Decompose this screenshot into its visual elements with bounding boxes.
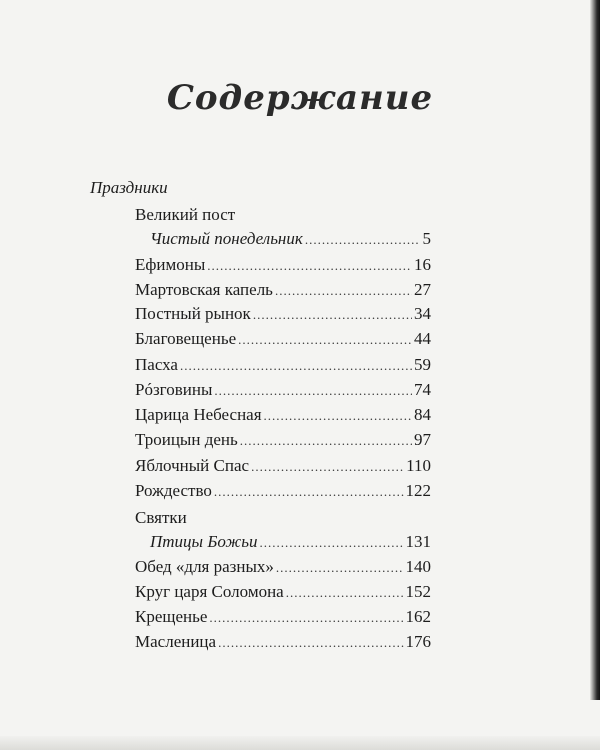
toc-entry[interactable] bbox=[135, 557, 431, 577]
group-heading-great-lent: Великий пост bbox=[135, 205, 236, 224]
toc-entry[interactable] bbox=[135, 329, 431, 349]
toc-entry-label: Обед «для разных» bbox=[135, 557, 274, 576]
toc-entry[interactable] bbox=[135, 430, 431, 450]
dot-leader bbox=[276, 560, 404, 576]
toc-entry[interactable] bbox=[135, 456, 431, 476]
dot-leader bbox=[209, 610, 403, 626]
toc-entry[interactable] bbox=[135, 304, 431, 324]
toc-entry-label: Благовещенье bbox=[135, 329, 237, 348]
toc-entry[interactable] bbox=[135, 582, 431, 602]
toc-entry-label: Яблочный Спас bbox=[135, 456, 250, 475]
toc-entry-label: Птицы Божьи bbox=[150, 532, 258, 551]
toc-entry[interactable] bbox=[135, 481, 431, 501]
dot-leader bbox=[214, 383, 412, 399]
toc-entry-page: 27 bbox=[414, 280, 431, 299]
dot-leader bbox=[259, 535, 403, 551]
toc-entry-label: Рождество bbox=[135, 481, 212, 500]
dot-leader bbox=[240, 433, 412, 449]
toc-entry-page: 162 bbox=[405, 607, 431, 626]
toc-entry[interactable] bbox=[135, 632, 431, 652]
dot-leader bbox=[218, 635, 403, 651]
toc-entry-page: 152 bbox=[405, 582, 431, 601]
dot-leader bbox=[251, 459, 404, 475]
toc-entry-page: 131 bbox=[405, 532, 431, 551]
dot-leader bbox=[275, 283, 412, 299]
toc-entry-label: Масленица bbox=[135, 632, 217, 651]
toc-entry-page: 110 bbox=[406, 456, 431, 475]
toc-entry-label: Пасха bbox=[135, 355, 178, 374]
toc-entry-label: Рóзговины bbox=[135, 380, 213, 399]
dot-leader bbox=[207, 258, 412, 274]
toc-entry-label: Мартовская капель bbox=[135, 280, 273, 299]
toc-entry-page: 5 bbox=[422, 229, 431, 248]
toc-entry-label: Круг царя Соломона bbox=[135, 582, 284, 601]
toc-entry[interactable] bbox=[135, 380, 431, 400]
toc-entry[interactable] bbox=[135, 405, 431, 425]
section-heading: Праздники bbox=[90, 178, 168, 197]
dot-leader bbox=[238, 332, 412, 348]
toc-entry-label: Царица Небесная bbox=[135, 405, 262, 424]
toc-entry-page: 34 bbox=[414, 304, 431, 323]
toc-entry[interactable] bbox=[150, 532, 431, 552]
dot-leader bbox=[253, 307, 412, 323]
group-heading-svyatki: Святки bbox=[135, 508, 187, 527]
toc-entry-page: 84 bbox=[414, 405, 431, 424]
toc-entry[interactable] bbox=[135, 355, 431, 375]
toc-entry-label: Троицын день bbox=[135, 430, 238, 449]
toc-entry-label: Ефимоны bbox=[135, 255, 206, 274]
dot-leader bbox=[214, 484, 404, 500]
toc-entry-page: 122 bbox=[405, 481, 431, 500]
toc-entry-page: 74 bbox=[414, 380, 431, 399]
toc-entry-label: Крещенье bbox=[135, 607, 208, 626]
toc-entry-page: 44 bbox=[414, 329, 431, 348]
dot-leader bbox=[286, 585, 404, 601]
toc-entry-label: Постный рынок bbox=[135, 304, 251, 323]
dot-leader bbox=[180, 358, 412, 374]
toc-entry[interactable] bbox=[135, 280, 431, 300]
page-bottom-edge bbox=[0, 736, 600, 750]
toc-entry[interactable] bbox=[135, 607, 431, 627]
toc-entry-label: Чистый понедельник bbox=[150, 229, 303, 248]
toc-entry-page: 140 bbox=[405, 557, 431, 576]
toc-entry-page: 97 bbox=[414, 430, 431, 449]
dot-leader bbox=[264, 408, 412, 424]
toc-entry-page: 59 bbox=[414, 355, 431, 374]
toc-entry-page: 16 bbox=[414, 255, 431, 274]
toc-entry-page: 176 bbox=[405, 632, 431, 651]
page-title: Содержание bbox=[166, 78, 434, 118]
toc-entry[interactable] bbox=[135, 255, 431, 275]
dot-leader bbox=[305, 232, 419, 248]
toc-entry[interactable] bbox=[150, 229, 431, 249]
